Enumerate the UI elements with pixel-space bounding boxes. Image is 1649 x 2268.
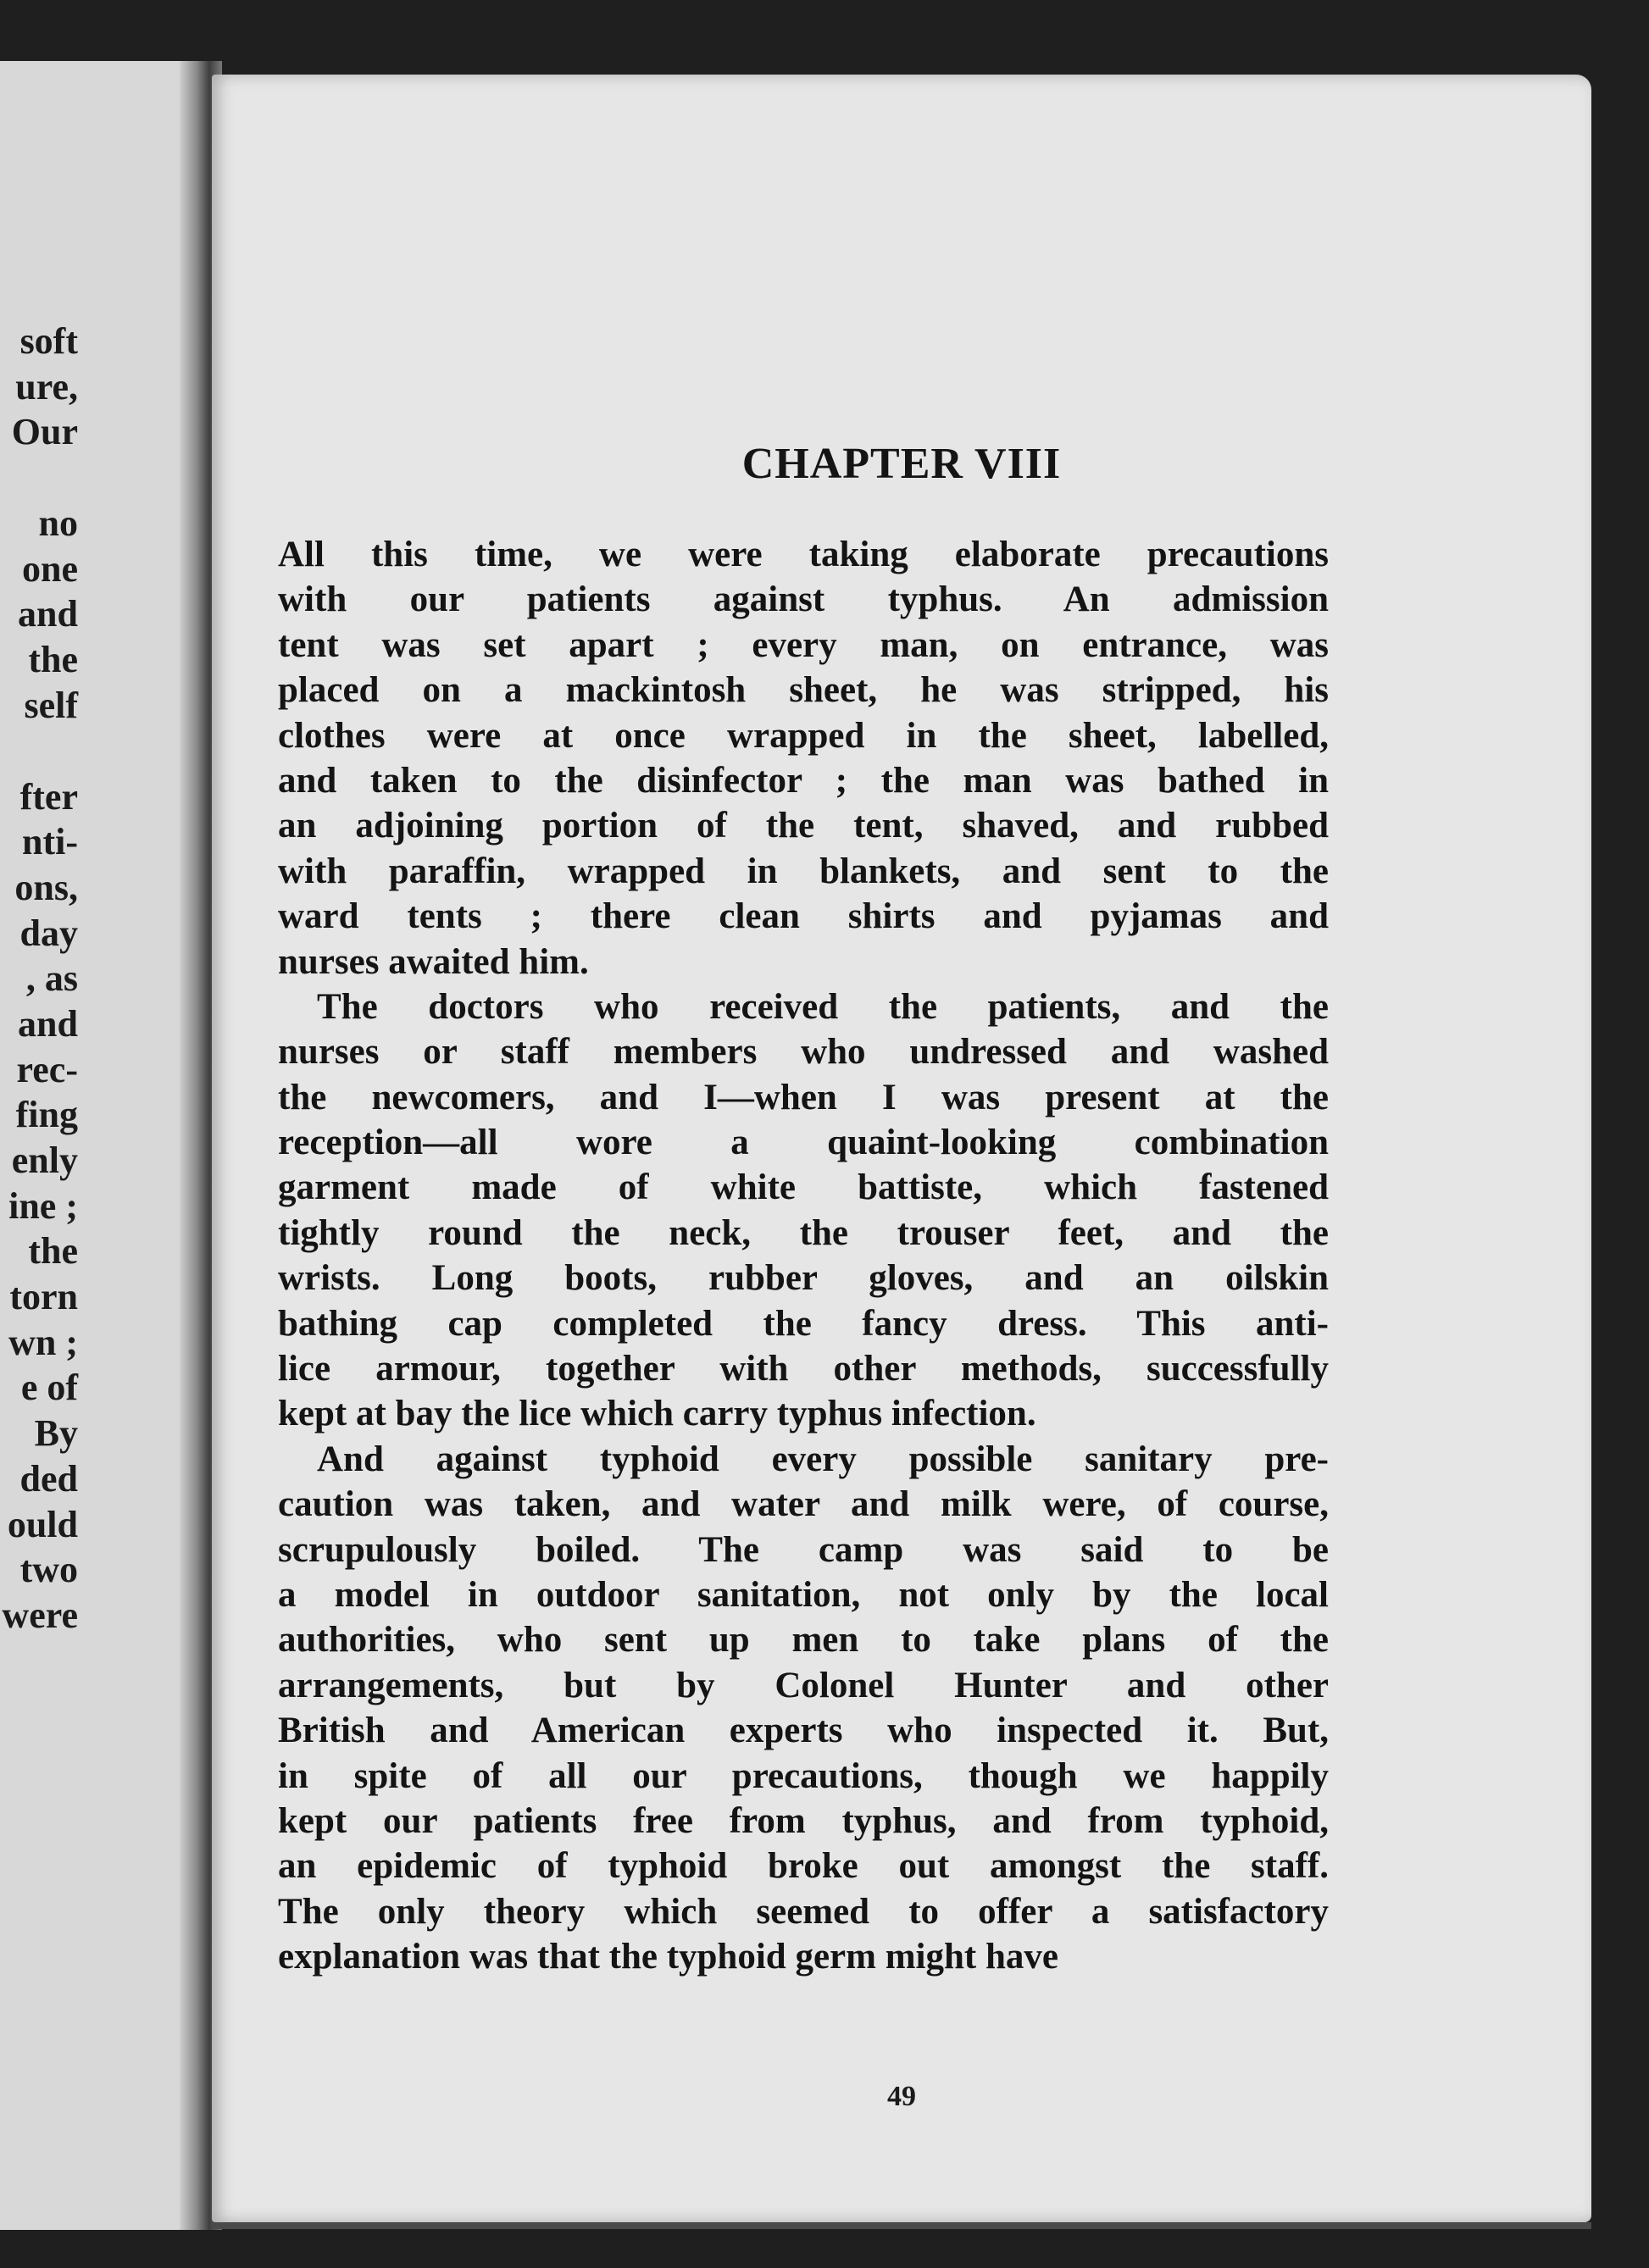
left-page-line: By — [34, 1412, 78, 1455]
text-line: kept our patients free from typhus, and from typhoid, — [278, 1800, 1329, 1841]
left-page-line: ure, — [15, 365, 78, 408]
text-line: bathing cap completed the fancy dress. This anti- — [278, 1303, 1329, 1344]
text-line: clothes were at once wrapped in the sheet, labelled, — [278, 715, 1329, 756]
text-line: garment made of white battiste, which fastened — [278, 1167, 1329, 1208]
left-page-line: enly — [11, 1140, 78, 1181]
left-page-line: torn — [9, 1276, 78, 1318]
text-line: British and American experts who inspected it. But, — [278, 1711, 1329, 1751]
left-page-line: rec- — [16, 1048, 78, 1090]
left-page-line: day — [19, 912, 78, 954]
text-line: placed on a mackintosh sheet, he was stripped, his — [278, 670, 1329, 711]
left-page-line: ons, — [14, 866, 78, 908]
text-line: nurses or staff members who undressed and washed — [278, 1032, 1329, 1073]
text-line: an adjoining portion of the tent, shaved, and rubbed — [278, 806, 1329, 846]
text-line: nurses awaited him. — [278, 941, 589, 982]
text-line: arrangements, but by Colonel Hunter and other — [278, 1665, 1329, 1705]
chapter-title: CHAPTER VIII — [741, 440, 1062, 488]
left-page-line: self — [24, 684, 78, 726]
left-page-line: fter — [19, 775, 78, 818]
left-page-line — [0, 455, 78, 501]
text-line: And against typhoid every possible sanitary pre- — [317, 1439, 1329, 1479]
left-page-text — [0, 319, 78, 1639]
left-page-line: were — [2, 1594, 78, 1636]
text-line: reception—all wore a quaint-looking combination — [278, 1123, 1329, 1163]
left-page-line: one — [22, 547, 78, 590]
left-page-line: soft — [19, 320, 78, 362]
left-page-line: , as — [25, 957, 78, 1000]
text-line: tightly round the neck, the trouser feet, and the — [278, 1212, 1329, 1253]
left-page-line: no — [38, 502, 78, 545]
text-line: tent was set apart ; every man, on entrance, was — [278, 624, 1329, 665]
left-page-line: ded — [19, 1457, 78, 1500]
text-line: the newcomers, and I—when I was present at the — [278, 1077, 1329, 1117]
text-line: an epidemic of typhoid broke out amongst the staff. — [278, 1846, 1329, 1887]
left-page-fragment — [0, 61, 197, 2230]
left-page-line: and — [18, 593, 78, 635]
paragraph — [278, 532, 1329, 984]
text-line: and taken to the disinfector ; the man was bathed in — [278, 760, 1329, 801]
left-page-line — [0, 729, 78, 774]
left-page-line: two — [19, 1549, 78, 1591]
left-page-line: the — [28, 1230, 78, 1273]
left-page-line: nti- — [22, 821, 78, 863]
left-page-line: the — [28, 639, 78, 681]
left-page-line: ine ; — [8, 1184, 78, 1227]
left-page-line: and — [18, 1002, 78, 1045]
page-bottom-edge — [212, 2222, 1591, 2229]
text-line: authorities, who sent up men to take plans of the — [278, 1620, 1329, 1661]
right-page — [212, 75, 1591, 2222]
chapter-body-text — [278, 532, 1329, 1980]
text-line: explanation was that the typhoid germ might have — [278, 1937, 1058, 1977]
text-line: wrists. Long boots, rubber gloves, and an oilskin — [278, 1258, 1329, 1299]
text-line: with paraffin, wrapped in blankets, and sent to the — [278, 851, 1329, 891]
paragraph — [278, 1437, 1329, 1980]
text-line: lice armour, together with other methods, successfully — [278, 1349, 1329, 1389]
text-line: scrupulously boiled. The camp was said to be — [278, 1529, 1329, 1570]
left-page-line: Our — [11, 411, 78, 453]
text-line: caution was taken, and water and milk were, of course, — [278, 1484, 1329, 1525]
text-line: ward tents ; there clean shirts and pyjamas and — [278, 896, 1329, 937]
left-page-line: wn ; — [8, 1321, 78, 1363]
text-line: kept at bay the lice which carry typhus infection. — [278, 1394, 1036, 1434]
text-line: a model in outdoor sanitation, not only by the local — [278, 1574, 1329, 1615]
text-line: All this time, we were taking elaborate precautions — [278, 535, 1329, 574]
text-line: with our patients against typhus. An admission — [278, 579, 1329, 620]
page-number: 49 — [887, 2081, 916, 2112]
text-line: The only theory which seemed to offer a satisfactory — [278, 1891, 1329, 1932]
text-line: in spite of all our precautions, though we happily — [278, 1755, 1329, 1796]
left-page-line: ould — [7, 1503, 78, 1545]
left-page-line: e of — [20, 1367, 78, 1409]
left-page-line: fing — [15, 1094, 78, 1136]
paragraph — [278, 984, 1329, 1437]
text-line: The doctors who received the patients, and the — [317, 986, 1329, 1027]
